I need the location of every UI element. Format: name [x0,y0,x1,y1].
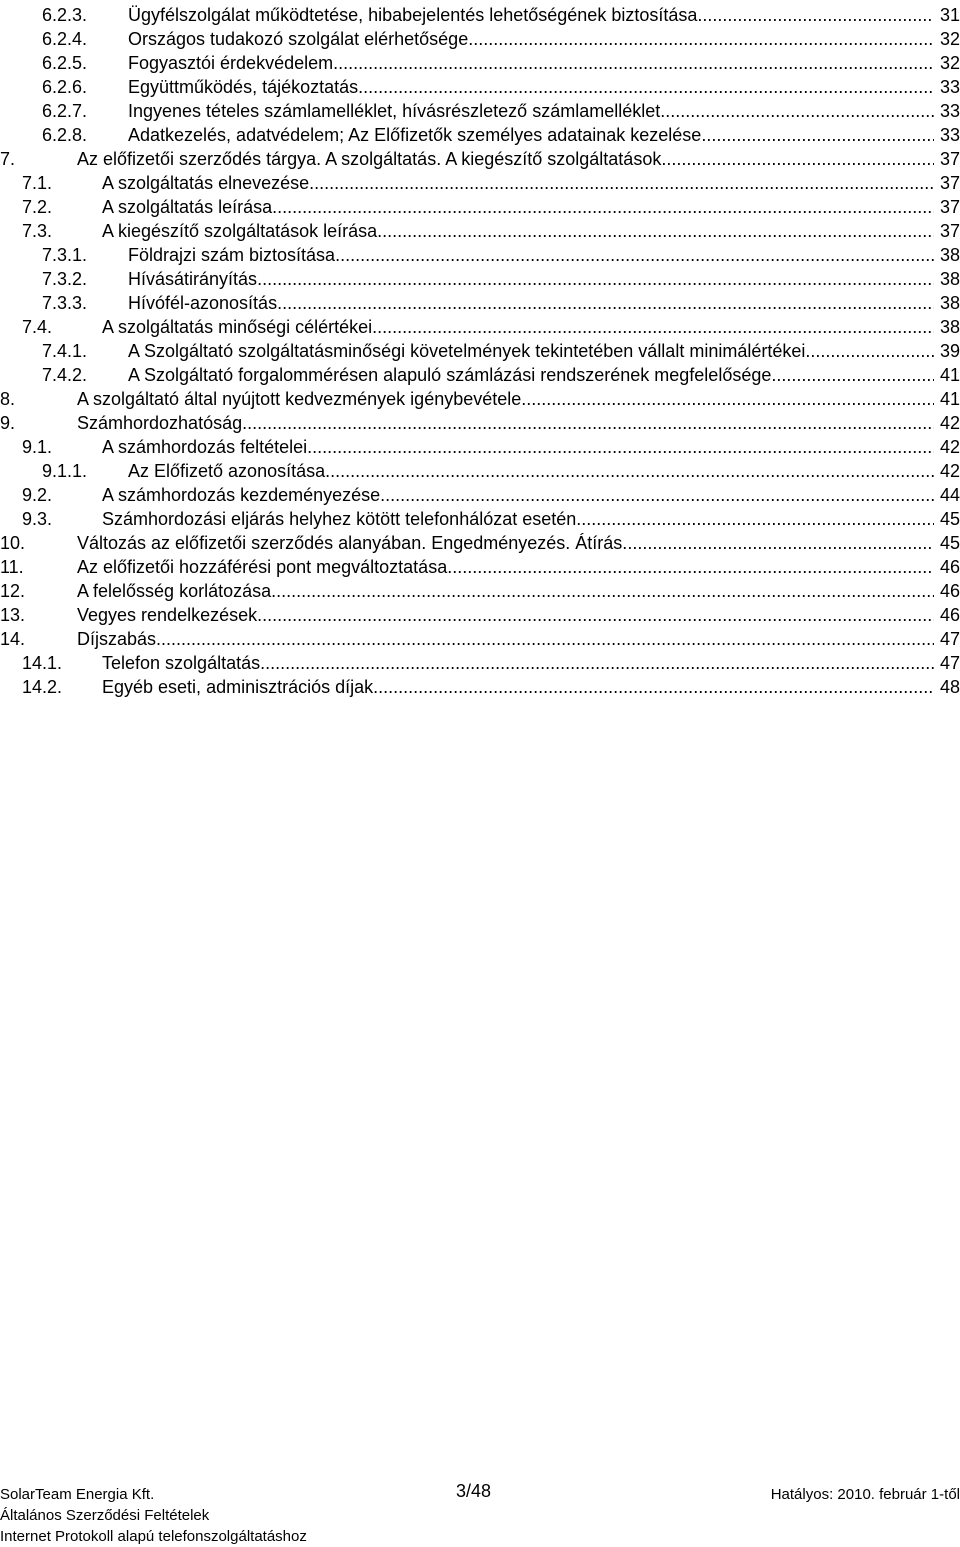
toc-leader [156,628,934,650]
toc-page: 42 [939,413,960,433]
toc-page: 42 [939,437,960,457]
toc-entry[interactable] [22,482,960,506]
toc-entry[interactable] [22,314,960,338]
toc-page: 38 [939,245,960,265]
toc-leader [271,580,934,602]
toc-entry[interactable] [42,2,960,26]
toc-page: 41 [939,389,960,409]
footer-doc-title: Általános Szerződési Feltételek [0,1507,210,1524]
toc-number: 7. [0,149,16,169]
toc-entry[interactable] [42,338,960,362]
toc-leader [661,148,934,170]
toc-leader [272,196,934,218]
toc-page: 47 [939,653,960,673]
toc-entry[interactable] [22,506,960,530]
footer-doc-subtitle: Internet Protokoll alapú telefonszolgáltatáshoz [0,1528,307,1545]
toc-leader [771,364,934,386]
toc-entry[interactable] [42,98,960,122]
toc-number: 9.3. [22,509,53,529]
footer-company: SolarTeam Energia Kft. [0,1486,155,1503]
toc-leader [260,652,934,674]
toc-number: 7.4.2. [42,365,88,385]
toc-title: Díjszabás [77,629,157,649]
toc-entry[interactable] [42,50,960,74]
toc-page: 44 [939,485,960,505]
toc-entry[interactable] [22,650,960,674]
toc-title: Egyéb eseti, adminisztrációs díjak [102,677,374,697]
toc-number: 7.3.2. [42,269,88,289]
toc-entry[interactable] [0,386,960,410]
toc-number: 6.2.4. [42,29,88,49]
toc-page: 45 [939,509,960,529]
toc-number: 14. [0,629,26,649]
toc-number: 7.4.1. [42,341,88,361]
toc-entry[interactable] [42,362,960,386]
toc-title: A felelősség korlátozása [77,581,272,601]
toc-page: 38 [939,269,960,289]
toc-number: 6.2.6. [42,77,88,97]
toc-number: 8. [0,389,16,409]
toc-number: 9.1. [22,437,53,457]
toc-page: 32 [939,53,960,73]
toc-leader [380,484,934,506]
toc-title: A számhordozás feltételei [102,437,308,457]
toc-leader [521,388,934,410]
toc-title: Az előfizetői szerződés tárgya. A szolgáltatás. A kiegészítő szolgáltatások [77,149,662,169]
toc-page: 41 [939,365,960,385]
toc-entry[interactable] [42,266,960,290]
toc-title: Változás az előfizetői szerződés alanyában. Engedményezés. Átírás. [77,533,628,553]
toc-number: 9.2. [22,485,53,505]
toc-leader [257,268,934,290]
toc-number: 10. [0,533,26,553]
footer-row-2 [0,1505,960,1526]
toc-entry[interactable] [22,434,960,458]
toc-page: 38 [939,293,960,313]
toc-leader [697,4,934,26]
toc-number: 9.1.1. [42,461,88,481]
toc-number: 13. [0,605,26,625]
toc-leader [358,76,934,98]
toc-page: 48 [939,677,960,697]
toc-title: Vegyes rendelkezések [77,605,258,625]
toc-leader [627,532,934,554]
toc-leader [447,556,934,578]
toc-leader [277,292,934,314]
toc-entry[interactable] [42,242,960,266]
toc-number: 9. [0,413,16,433]
toc-number: 6.2.8. [42,125,88,145]
toc-entry[interactable] [42,74,960,98]
toc-leader [309,172,934,194]
toc-page: 46 [939,605,960,625]
toc-entry[interactable] [22,218,960,242]
toc-entry[interactable] [22,674,960,698]
toc-leader [468,28,934,50]
toc-leader [372,316,934,338]
toc-title: Számhordozási eljárás helyhez kötött telefonhálózat esetén [102,509,577,529]
toc-title: Ügyfélszolgálat működtetése, hibabejelentés lehetőségének biztosítása [128,5,698,25]
toc-page: 37 [939,221,960,241]
toc-entry[interactable] [42,122,960,146]
toc-page: 33 [939,125,960,145]
toc-title: Országos tudakozó szolgálat elérhetősége [128,29,469,49]
toc-page: 46 [939,581,960,601]
toc-number: 7.3. [22,221,53,241]
toc-number: 7.3.3. [42,293,88,313]
toc-number: 7.2. [22,197,53,217]
footer-row-1 [0,1481,960,1505]
toc-leader [810,340,934,362]
toc-title: Fogyasztói érdekvédelem [128,53,334,73]
toc-number: 11. [0,557,24,577]
toc-entry[interactable] [0,146,960,170]
toc-title: Telefon szolgáltatás [102,653,261,673]
toc-leader [576,508,934,530]
footer-effective-date: Hatályos: 2010. február 1-től [770,1486,960,1503]
toc-number: 14.2. [22,677,63,697]
toc-page: 37 [939,149,960,169]
toc-entry[interactable] [0,530,960,554]
toc-title: Ingyenes tételes számlamelléklet, hívásrészletező számlamelléklet [128,101,661,121]
toc-title: Földrajzi szám biztosítása [128,245,336,265]
toc-page: 37 [939,173,960,193]
toc-number: 6.2.7. [42,101,88,121]
toc-leader [307,436,934,458]
toc-entry[interactable] [0,626,960,650]
toc-page: 46 [939,557,960,577]
toc-page: 31 [939,5,960,25]
toc-page: 32 [939,29,960,49]
toc-entry[interactable] [22,194,960,218]
toc-leader [660,100,934,122]
toc-title: A szolgáltatás leírása [102,197,273,217]
toc-entry[interactable] [0,554,960,578]
toc-entry[interactable] [22,170,960,194]
toc-number: 12. [0,581,26,601]
toc-leader [377,220,934,242]
toc-title: A szolgáltató által nyújtott kedvezmények igénybevétele [77,389,522,409]
toc-title: A számhordozás kezdeményezése [102,485,381,505]
toc-title: A Szolgáltató szolgáltatásminőségi követelmények tekintetében vállalt minimálértékei. [128,341,811,361]
toc-title: Együttműködés, tájékoztatás [128,77,359,97]
toc-title: Az Előfizető azonosítása [128,461,326,481]
footer-row-3 [0,1526,960,1547]
toc-page: 39 [939,341,960,361]
toc-number: 14.1. [22,653,63,673]
toc-number: 6.2.5. [42,53,88,73]
toc-title: A szolgáltatás elnevezése [102,173,310,193]
toc-page: 42 [939,461,960,481]
toc-title: Számhordozhatóság [77,413,243,433]
toc-title: Az előfizetői hozzáférési pont megváltoztatása [77,557,448,577]
toc-entry[interactable] [0,410,960,434]
toc-entry[interactable] [42,290,960,314]
toc-entry[interactable] [42,26,960,50]
toc-leader [242,412,934,434]
toc-number: 7.3.1. [42,245,88,265]
toc-number: 7.1. [22,173,53,193]
toc-title: A Szolgáltató forgalommérésen alapuló számlázási rendszerének megfelelősége [128,365,772,385]
toc-title: A kiegészítő szolgáltatások leírása [102,221,378,241]
toc-page: 45 [939,533,960,553]
page-footer [0,1481,960,1547]
toc-entry[interactable] [0,578,960,602]
toc-leader [373,676,934,698]
toc-page: 38 [939,317,960,337]
toc-number: 6.2.3. [42,5,88,25]
toc-leader [701,124,934,146]
toc-title: Adatkezelés, adatvédelem; Az Előfizetők személyes adatainak kezelése [128,125,702,145]
toc-leader [325,460,934,482]
toc-leader [257,604,934,626]
toc-title: Hívásátirányítás [128,269,258,289]
toc-page: 47 [939,629,960,649]
footer-page-indicator: 3/48 [456,1481,492,1501]
toc-title: A szolgáltatás minőségi célértékei [102,317,373,337]
toc-leader [333,52,934,74]
toc-page: 37 [939,197,960,217]
toc-entry[interactable] [0,602,960,626]
toc-leader [335,244,934,266]
toc-page: 33 [939,101,960,121]
toc-entry[interactable] [42,458,960,482]
toc-page: 33 [939,77,960,97]
toc-number: 7.4. [22,317,53,337]
toc-title: Hívófél-azonosítás [128,293,278,313]
